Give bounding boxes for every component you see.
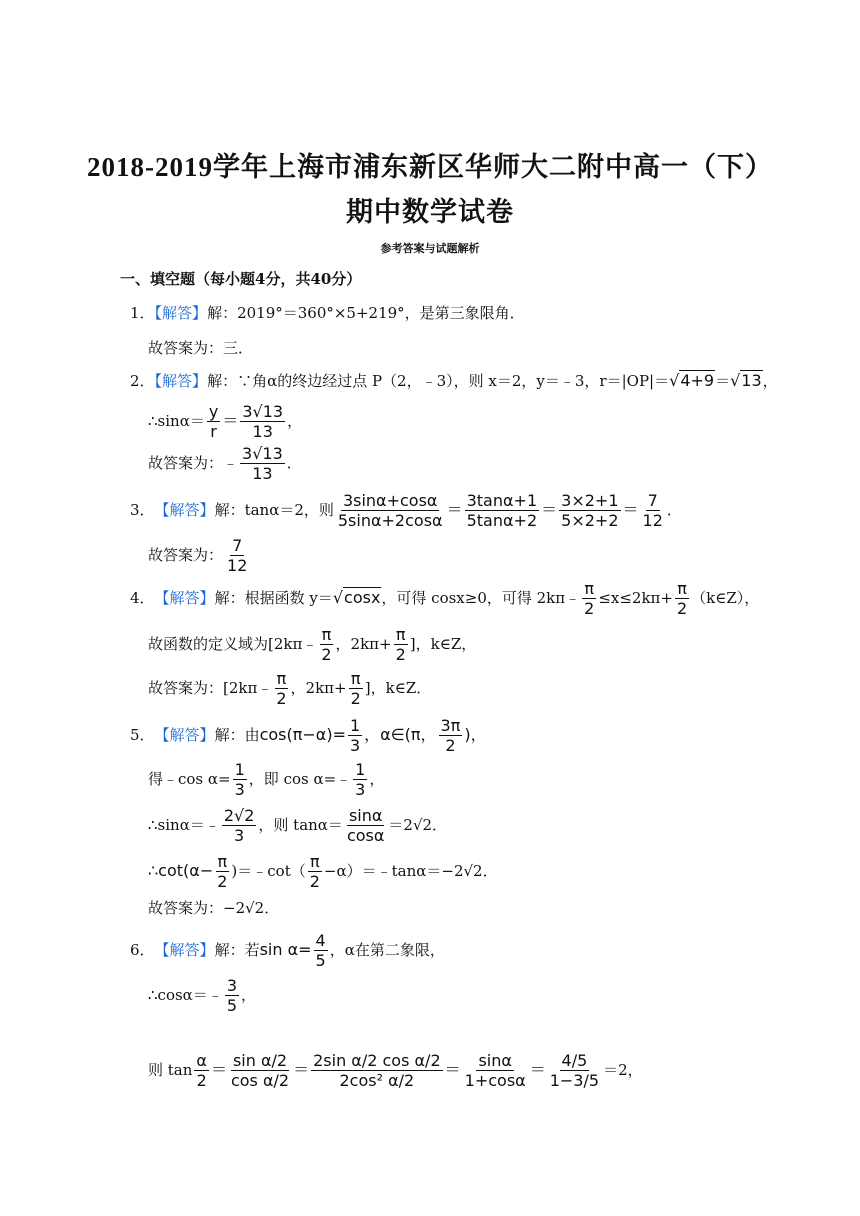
page-subtitle: 参考答案与试题解析 bbox=[380, 242, 480, 255]
q2-answer: 故答案为：﹣ $\frac{3√13}{13}$ ． bbox=[148, 443, 302, 483]
q5-cos-line: 得﹣cos α= $\frac{1}{3}$ ，即 cos α=﹣ $\frac{1}{3}$ ， bbox=[148, 759, 385, 799]
q4-answer: 故答案为：[2kπ﹣ $\frac{\pi}{2}$ ，2kπ+ $\frac{\pi}{2}$ ]，k∈Z． bbox=[148, 668, 432, 708]
q2-sin-line: ∴sinα＝ $\frac{y}{r}$ ＝ $\frac{3√13}{13}$ ， bbox=[148, 401, 303, 441]
q1-answer: 故答案为：三． bbox=[148, 339, 254, 357]
page-title: 2018-2019学年上海市浦东新区华师大二附中高一（下） bbox=[87, 152, 773, 182]
q5-answer: 故答案为：−2√2． bbox=[148, 899, 280, 917]
q5-cot-line: ∴cot(α− $\frac{\pi}{2}$ )＝﹣cot（ $\frac{\pi}{2}$ −α）＝﹣tanα＝−2√2． bbox=[148, 851, 498, 891]
q6-solution: 6． 【解答】 解：若 sin α= $\frac{4}{5}$ ，α在第二象限， bbox=[130, 930, 445, 970]
q4-solution: 4． 【解答】 解：根据函数 y＝ √cosx ，可得 cosx≥0，可得 2kπ﹣ $\frac{\pi}{2}$ ≤x≤2kπ+ $\frac{\pi}{2}$ （k∈Z）， bbox=[130, 578, 760, 618]
answer-tag: 【解答】 bbox=[154, 304, 208, 322]
q4-domain-line: 故函数的定义域为[2kπ﹣ $\frac{\pi}{2}$ ，2kπ+ $\frac{\pi}{2}$ ]，k∈Z， bbox=[148, 624, 477, 664]
q3-answer: 故答案为： $\frac{7}{12}$ bbox=[148, 535, 248, 575]
page-title-line2: 期中数学试卷 bbox=[346, 197, 514, 227]
q5-solution: 5． 【解答】 解：由 cos(π−α)= $\frac{1}{3}$ ，α∈(π， $\frac{3\pi}{2}$ )， bbox=[130, 715, 487, 755]
q1-solution: 1．【解答】解：2019°＝360°×5+219°，是第三象限角． bbox=[130, 304, 525, 322]
section-heading: 一、填空题（每小题4分，共40分） bbox=[120, 270, 362, 288]
q6-cos-line: ∴cosα＝﹣ $\frac{3}{5}$ ， bbox=[148, 975, 257, 1015]
q6-tan-line: 则 tan $\frac{\alpha}{2}$ ＝ $\frac{\text{sin α/2}}{\text{cos α/2}}$ ＝ $\frac{\text{2sin α/2 cos α/2}}{\text{2cos² α/2}}$ ＝ $\frac{\sin\alpha}{1+\cos\alpha}$ ＝ $\frac{4/5}{1-3/5}$ ＝2， bbox=[148, 1050, 643, 1090]
q5-sin-line: ∴sinα＝﹣ $\frac{2√2}{3}$ ，则 tanα＝ $\frac{\sin\alpha}{\cos\alpha}$ ＝2√2． bbox=[148, 805, 448, 845]
q3-solution: 3． 【解答】 解：tanα＝2，则 $\frac{3\sin\alpha+\cos\alpha}{5\sin\alpha+2\cos\alpha}$ ＝ $\frac{3\tan\alpha+1}{5\tan\alpha+2}$ ＝ $\frac{3\times 2+1}{5\times 2+2}$ ＝ $\frac{7}{12}$ ． bbox=[130, 490, 682, 530]
q2-solution: 2．【解答】解：∵角α的终边经过点 P（2，﹣3），则 x＝2，y＝﹣3，r＝|OP|＝√4+9＝√13， bbox=[130, 371, 778, 390]
